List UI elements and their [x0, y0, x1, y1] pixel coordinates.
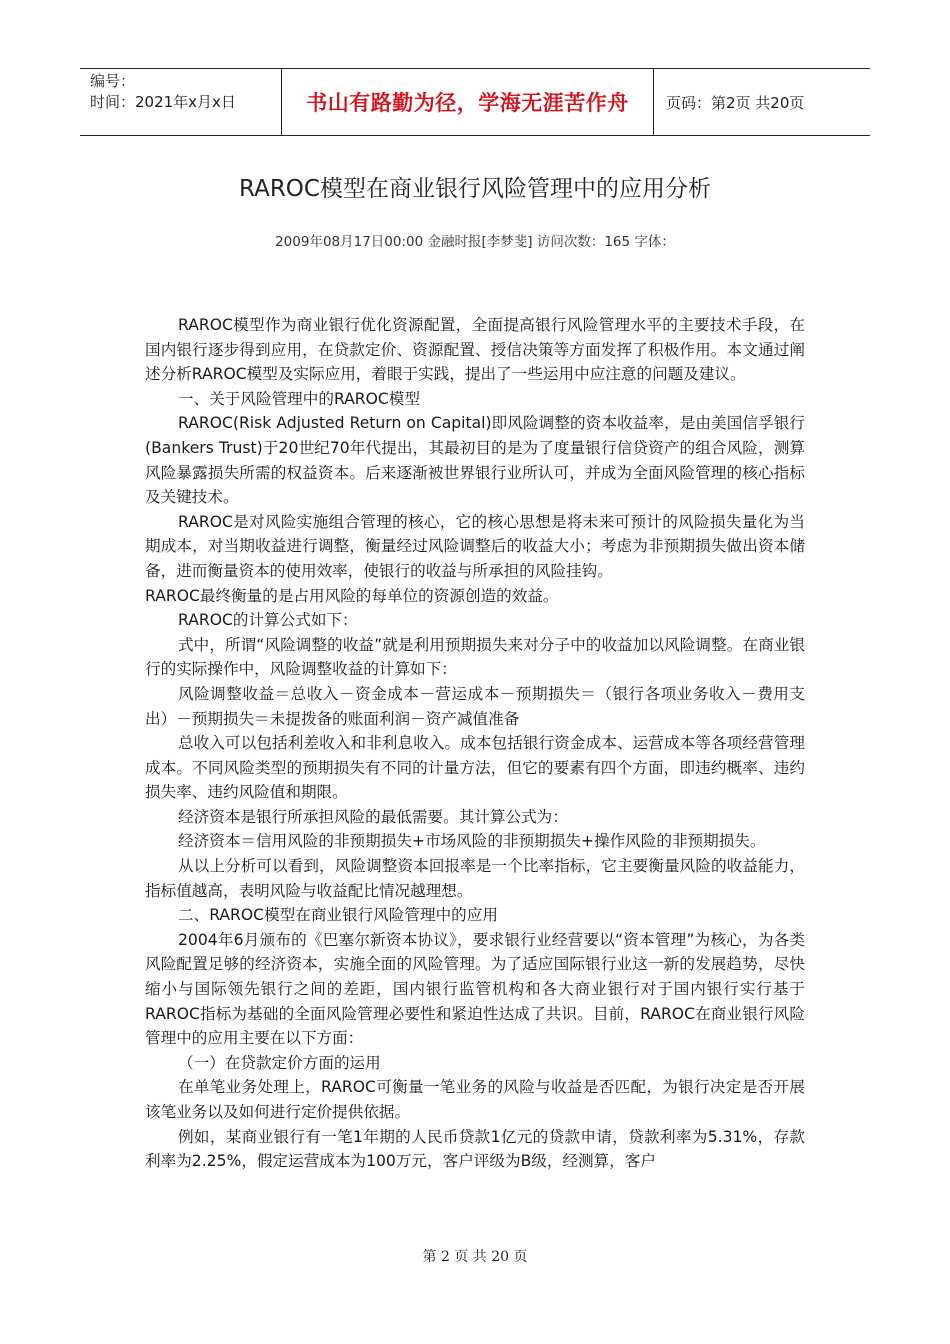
document-meta: 2009年08月17日00:00 金融时报[李梦斐] 访问次数：165 字体：: [275, 234, 675, 250]
paragraph: （一）在贷款定价方面的运用: [178, 1053, 381, 1072]
document-header: [80, 68, 870, 136]
paragraph: 风险调整收益＝总收入－资金成本－营运成本－预期损失＝（银行各项业务收入－费用支出）－预期损失＝未提拨备的账面利润－资产减值准备: [145, 684, 805, 728]
paragraph: 2004年6月颁布的《巴塞尔新资本协议》，要求银行业经营要以“资本管理”为核心，为各类风险配置足够的经济资本，实施全面的风险管理。为了适应国际银行业这一新的发展趋势，尽快缩小与国际领先银行之间的差距，国内银行监管机构和各大商业银行对于国内银行实行基于RAROC指标为基础的全面风险管理必要性和紧迫性达成了共识。目前，RAROC在商业银行风险管理中的应用主要在以下方面：: [145, 930, 805, 1048]
paragraph: 经济资本是银行所承担风险的最低需要。其计算公式为：: [178, 807, 568, 826]
page-footer: 第 2 页 共 20 页: [422, 1249, 528, 1265]
paragraph: RAROC的计算公式如下：: [178, 611, 358, 630]
header-info-cell: [80, 69, 282, 135]
paragraph: 式中，所谓“风险调整的收益”就是利用预期损失来对分子中的收益加以风险调整。在商业银行的实际操作中，风险调整收益的计算如下：: [145, 635, 805, 679]
header-page-info: 页码：第2页 共20页: [666, 93, 805, 112]
paragraph: 从以上分析可以看到，风险调整资本回报率是一个比率指标，它主要衡量风险的收益能力，指标值越高，表明风险与收益配比情况越理想。: [145, 857, 805, 900]
document-title: RAROC模型在商业银行风险管理中的应用分析: [239, 176, 711, 202]
paragraph: 在单笔业务处理上，RAROC可衡量一笔业务的风险与收益是否匹配，为银行决定是否开展该笔业务以及如何进行定价提供依据。: [145, 1078, 805, 1121]
paragraph: 经济资本＝信用风险的非预期损失+市场风险的非预期损失+操作风险的非预期损失。: [178, 832, 766, 851]
paragraph: 总收入可以包括利差收入和非利息收入。成本包括银行资金成本、运营成本等各项经营管理成本。不同风险类型的预期损失有不同的计量方法，但它的要素有四个方面，即违约概率、违约损失率、违约风险值和期限。: [145, 734, 805, 802]
paragraph: 一、关于风险管理中的RAROC模型: [178, 389, 420, 408]
paragraph: RAROC(Risk Adjusted Return on Capital)即风险调整的资本收益率，是由美国信孚银行(Bankers Trust)于20世纪70年代提出，其最初目的是为了度量银行信贷资产的组合风险，测算风险暴露损失所需的权益资本。后来逐渐被世界银行业所认可，并成为全面风险管理的核心指标及关键技术。: [145, 414, 805, 507]
paragraph: 例如，某商业银行有一笔1年期的人民币贷款1亿元的贷款申请，贷款利率为5.31%，存款利率为2.25%，假定运营成本为100万元，客户评级为B级，经测算，客户: [145, 1127, 805, 1171]
header-motto: 书山有路勤为径，学海无涯苦作舟: [282, 69, 654, 135]
paragraph: RAROC最终衡量的是占用风险的每单位的资源创造的效益。: [145, 586, 559, 605]
article-body: [145, 313, 805, 1174]
date-text: 时间：2021年x月x日: [90, 93, 236, 111]
paragraph: RAROC是对风险实施组合管理的核心，它的核心思想是将未来可预计的风险损失量化为当期成本，对当期收益进行调整，衡量经过风险调整后的收益大小；考虑为非预期损失做出资本储备，进而衡量资本的使用效率，使银行的收益与所承担的风险挂钩。: [145, 512, 805, 580]
paragraph: 二、RAROC模型在商业银行风险管理中的应用: [178, 906, 498, 925]
code-label: 编号：: [90, 72, 136, 90]
paragraph: RAROC模型作为商业银行优化资源配置，全面提高银行风险管理水平的主要技术手段，在国内银行逐步得到应用，在贷款定价、资源配置、授信决策等方面发挥了积极作用。本文通过阐述分析RAROC模型及实际应用，着眼于实践，提出了一些运用中应注意的问题及建议。: [145, 316, 805, 384]
